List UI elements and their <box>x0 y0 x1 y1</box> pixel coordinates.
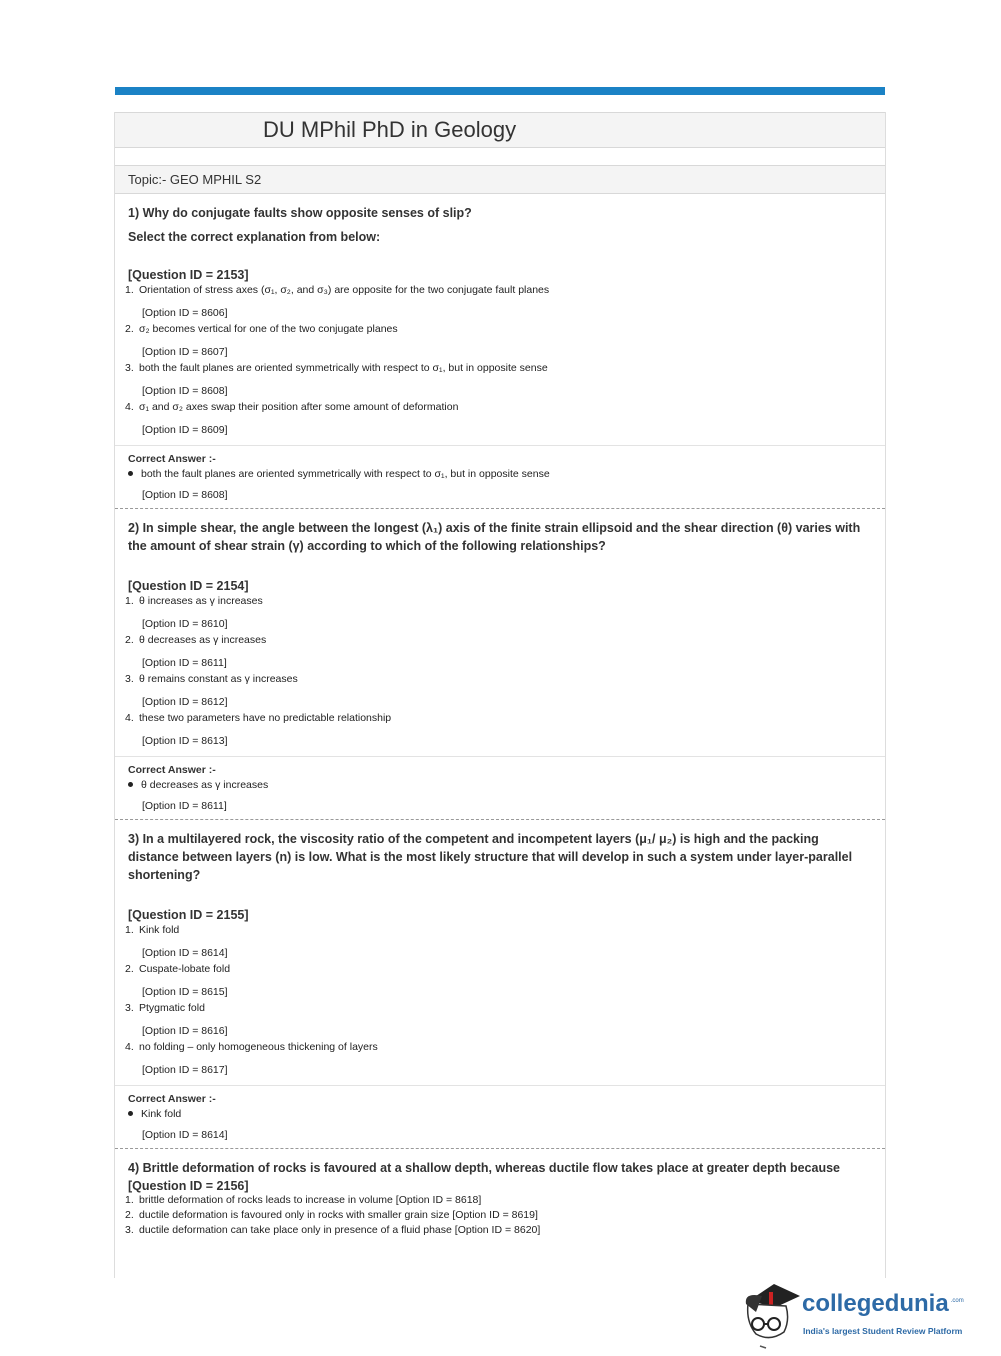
option-number: 2. <box>125 963 134 975</box>
question-id: [Question ID = 2156] <box>128 1179 249 1193</box>
option-number: 1. <box>125 595 134 607</box>
bullet-icon <box>128 782 133 787</box>
correct-answer-option-id: [Option ID = 8611] <box>142 800 227 812</box>
option-text: σ₂ becomes vertical for one of the two conjugate planes <box>139 323 398 335</box>
logo-wordmark: collegedunia <box>802 1290 949 1317</box>
option-id: [Option ID = 8617] <box>142 1064 228 1076</box>
question-section <box>115 204 885 446</box>
option-text: both the fault planes are oriented symmetrically with respect to σ₁, but in opposite sense <box>139 362 548 374</box>
option-number: 2. <box>125 1209 134 1221</box>
option-text: ductile deformation is favoured only in rocks with smaller grain size [Option ID = 8619] <box>139 1209 538 1221</box>
question-text: 1) Why do conjugate faults show opposite senses of slip? <box>128 206 472 220</box>
correct-answer-label: Correct Answer :- <box>128 764 216 776</box>
correct-answer-label: Correct Answer :- <box>128 453 216 465</box>
question-text: 4) Brittle deformation of rocks is favoured at a shallow depth, whereas ductile flow takes place at greater depth because <box>128 1161 840 1175</box>
page-title: DU MPhil PhD in Geology <box>115 112 885 148</box>
question-list <box>115 204 885 1238</box>
option-item <box>125 1040 872 1055</box>
option-number: 2. <box>125 634 134 646</box>
option-number: 4. <box>125 1041 134 1053</box>
option-item <box>125 594 872 609</box>
option-item <box>125 1001 872 1016</box>
option-text: θ decreases as γ increases <box>139 634 267 646</box>
option-item <box>125 962 872 977</box>
option-number: 3. <box>125 1224 134 1236</box>
correct-answer-section <box>115 757 885 820</box>
logo-brand <box>802 1290 964 1318</box>
option-id: [Option ID = 8606] <box>142 307 228 319</box>
mascot-icon <box>742 1282 802 1352</box>
question-id: [Question ID = 2153] <box>128 268 249 282</box>
question-text: 2) In simple shear, the angle between the longest (λ₁) axis of the finite strain ellipsoid and the shear direction (θ) varies with the amount of shear strain (γ) according to which of the following relationships? <box>128 521 861 553</box>
option-text: Cuspate-lobate fold <box>139 963 231 975</box>
option-text: Kink fold <box>139 924 180 936</box>
option-item <box>125 923 872 938</box>
correct-answer-section <box>115 446 885 509</box>
option-text: θ remains constant as γ increases <box>139 673 298 685</box>
topic-label: Topic:- GEO MPHIL S2 <box>115 165 885 194</box>
question-instruction: Select the correct explanation from below: <box>128 230 381 244</box>
option-item <box>125 1208 872 1223</box>
option-id: [Option ID = 8607] <box>142 346 228 358</box>
option-text: these two parameters have no predictable relationship <box>139 712 392 724</box>
option-item <box>125 711 872 726</box>
option-id: [Option ID = 8611] <box>142 657 227 669</box>
option-item <box>125 633 872 648</box>
option-id: [Option ID = 8609] <box>142 424 228 436</box>
option-text: θ increases as γ increases <box>139 595 263 607</box>
correct-answer-label: Correct Answer :- <box>128 1093 216 1105</box>
option-number: 4. <box>125 401 134 413</box>
option-number: 1. <box>125 924 134 936</box>
option-id: [Option ID = 8613] <box>142 735 228 747</box>
question-block <box>115 204 885 509</box>
question-text: 3) In a multilayered rock, the viscosity ratio of the competent and incompetent layers (μ₁/ μ₂) is high and the packing distance between layers (n) is low. What is the most likely structure that will develop in such a system under layer-parallel shortening? <box>128 832 853 882</box>
option-item <box>125 1193 872 1208</box>
option-id: [Option ID = 8615] <box>142 986 228 998</box>
correct-answer-option-id: [Option ID = 8614] <box>142 1129 228 1141</box>
collegedunia-logo <box>742 1282 992 1352</box>
option-text: ductile deformation can take place only in presence of a fluid phase [Option ID = 8620] <box>139 1224 541 1236</box>
correct-answer-text: Kink fold <box>141 1108 182 1120</box>
question-paper <box>114 112 886 1278</box>
question-section <box>115 519 885 757</box>
correct-answer-text: θ decreases as γ increases <box>141 779 269 791</box>
question-id: [Question ID = 2155] <box>128 908 249 922</box>
option-number: 1. <box>125 1194 134 1206</box>
option-number: 4. <box>125 712 134 724</box>
bullet-icon <box>128 471 133 476</box>
option-number: 3. <box>125 1002 134 1014</box>
correct-answer-section <box>115 1086 885 1149</box>
option-number: 1. <box>125 284 134 296</box>
correct-answer-text: both the fault planes are oriented symmetrically with respect to σ₁, but in opposite sense <box>141 468 550 480</box>
option-text: σ₁ and σ₂ axes swap their position after some amount of deformation <box>139 401 459 413</box>
option-item <box>125 672 872 687</box>
option-number: 2. <box>125 323 134 335</box>
option-number: 3. <box>125 673 134 685</box>
option-text: brittle deformation of rocks leads to increase in volume [Option ID = 8618] <box>139 1194 482 1206</box>
question-section <box>115 1159 885 1238</box>
top-accent-bar <box>115 87 885 95</box>
bullet-icon <box>128 1111 133 1116</box>
correct-answer <box>128 468 872 480</box>
option-text: Orientation of stress axes (σ₁, σ₂, and σ₃) are opposite for the two conjugate fault planes <box>139 284 550 296</box>
logo-tagline: India's largest Student Review Platform <box>803 1326 963 1336</box>
question-id: [Question ID = 2154] <box>128 579 249 593</box>
question-block <box>115 830 885 1149</box>
correct-answer <box>128 779 872 791</box>
option-item <box>125 1223 872 1238</box>
option-id: [Option ID = 8614] <box>142 947 228 959</box>
option-id: [Option ID = 8610] <box>142 618 228 630</box>
option-item <box>125 361 872 376</box>
option-text: Ptygmatic fold <box>139 1002 205 1014</box>
question-block <box>115 519 885 820</box>
question-section <box>115 830 885 1086</box>
option-number: 3. <box>125 362 134 374</box>
option-item <box>125 400 872 415</box>
option-item <box>125 283 872 298</box>
option-item <box>125 322 872 337</box>
logo-com: .com <box>950 1298 964 1304</box>
option-id: [Option ID = 8616] <box>142 1025 228 1037</box>
option-id: [Option ID = 8608] <box>142 385 228 397</box>
option-text: no folding – only homogeneous thickening of layers <box>139 1041 378 1053</box>
question-block <box>115 1159 885 1238</box>
correct-answer-option-id: [Option ID = 8608] <box>142 489 228 501</box>
option-id: [Option ID = 8612] <box>142 696 228 708</box>
correct-answer <box>128 1108 872 1120</box>
